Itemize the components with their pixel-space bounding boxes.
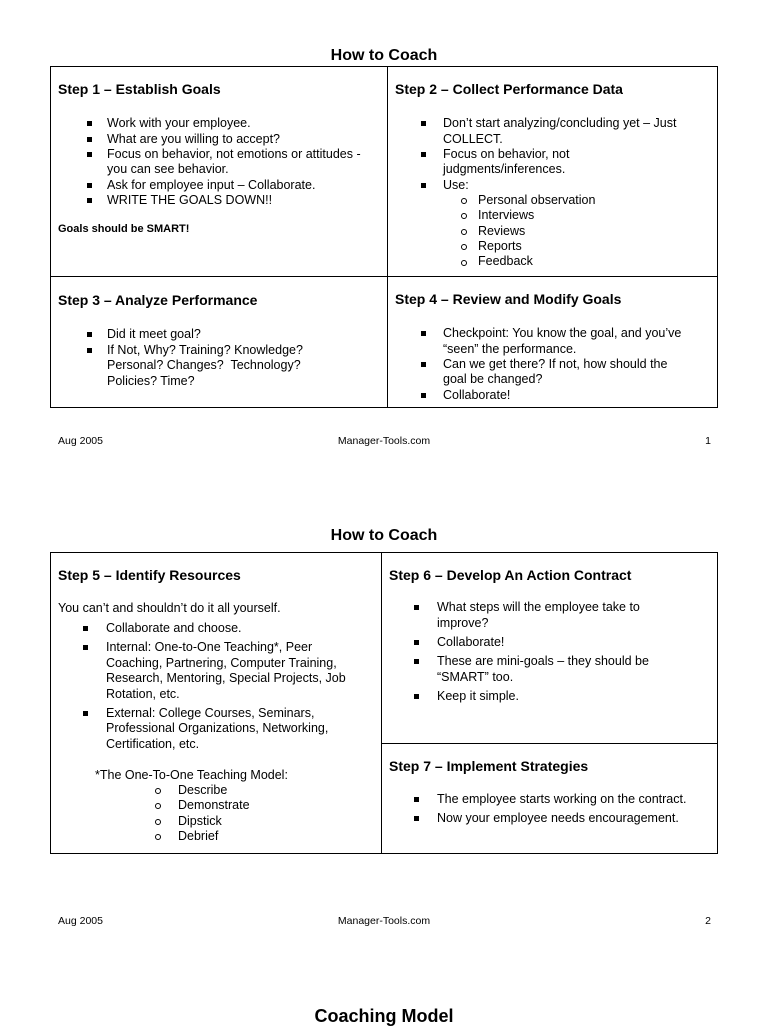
divider <box>387 67 388 407</box>
sub-item: Debrief <box>178 829 219 843</box>
list-item: External: College Courses, Seminars, <box>106 706 315 720</box>
list-item: you can see behavior. <box>107 162 229 176</box>
bullet <box>83 645 88 650</box>
list-item: Work with your employee. <box>107 116 251 130</box>
bullet <box>87 152 92 157</box>
list-item: improve? <box>437 616 489 630</box>
sub-item: Demonstrate <box>178 798 250 812</box>
list-item: What steps will the employee take to <box>437 600 640 614</box>
list-item: Collaborate! <box>443 388 511 402</box>
step-title: Step 5 – Identify Resources <box>58 567 241 583</box>
page-title: Coaching Model <box>314 1006 454 1026</box>
list-item: “seen” the performance. <box>443 342 577 356</box>
bullet <box>421 121 426 126</box>
bullet <box>414 640 419 645</box>
bullet <box>83 711 88 716</box>
intro-text: You can’t and shouldn’t do it all yourself. <box>58 601 281 615</box>
list-item: goal be changed? <box>443 372 543 386</box>
list-item: Can we get there? If not, how should the <box>443 357 668 371</box>
sub-item: Personal observation <box>478 193 596 207</box>
list-item: Did it meet goal? <box>107 327 201 341</box>
footer-page-number: 1 <box>705 435 711 447</box>
circle-bullet <box>155 803 161 809</box>
list-item: Ask for employee input – Collaborate. <box>107 178 316 192</box>
list-item: If Not, Why? Training? Knowledge? <box>107 343 303 357</box>
page-title: How to Coach <box>330 527 438 544</box>
circle-bullet <box>461 213 467 219</box>
list-item: Focus on behavior, not emotions or attitudes - <box>107 147 361 161</box>
circle-bullet <box>461 198 467 204</box>
page-title: How to Coach <box>330 47 438 64</box>
list-item: Coaching, Partnering, Computer Training, <box>106 656 337 670</box>
circle-bullet <box>461 229 467 235</box>
list-item: Certification, etc. <box>106 737 200 751</box>
footer-page-number: 2 <box>705 915 711 927</box>
goals-note: Goals should be SMART! <box>58 223 190 235</box>
bullet <box>421 152 426 157</box>
step-title: Step 6 – Develop An Action Contract <box>389 567 632 583</box>
list-item: Now your employee needs encouragement. <box>437 811 679 825</box>
bullet <box>421 331 426 336</box>
bullet <box>421 393 426 398</box>
divider <box>381 743 717 744</box>
list-item: Personal? Changes? Technology? <box>107 358 301 372</box>
bullet <box>414 694 419 699</box>
list-item: WRITE THE GOALS DOWN!! <box>107 193 273 207</box>
circle-bullet <box>461 260 467 266</box>
list-item: Collaborate and choose. <box>106 621 242 635</box>
list-item: Professional Organizations, Networking, <box>106 721 329 735</box>
sub-item: Reviews <box>478 224 526 238</box>
list-item: Policies? Time? <box>107 374 195 388</box>
sub-item: Feedback <box>478 254 533 268</box>
model-title: *The One-To-One Teaching Model: <box>95 768 288 782</box>
step-title: Step 4 – Review and Modify Goals <box>395 291 622 307</box>
divider <box>381 553 382 853</box>
list-item: Internal: One-to-One Teaching*, Peer <box>106 640 313 654</box>
list-item: These are mini-goals – they should be <box>437 654 649 668</box>
list-item: “SMART” too. <box>437 670 514 684</box>
circle-bullet <box>155 819 161 825</box>
step-title: Step 2 – Collect Performance Data <box>395 81 623 97</box>
bullet <box>83 626 88 631</box>
sub-item: Dipstick <box>178 814 222 828</box>
steps-grid <box>50 552 718 854</box>
sub-item: Reports <box>478 239 522 253</box>
list-item: Rotation, etc. <box>106 687 180 701</box>
bullet <box>87 137 92 142</box>
footer-site: Manager-Tools.com <box>337 435 431 447</box>
list-item: Don’t start analyzing/concluding yet – Just <box>443 116 677 130</box>
list-item: Keep it simple. <box>437 689 519 703</box>
step-title: Step 7 – Implement Strategies <box>389 758 589 774</box>
list-item: Research, Mentoring, Special Projects, Job <box>106 671 346 685</box>
bullet <box>87 348 92 353</box>
divider <box>51 276 717 277</box>
footer-date: Aug 2005 <box>58 435 103 447</box>
list-item: Collaborate! <box>437 635 505 649</box>
bullet <box>414 605 419 610</box>
list-item: Focus on behavior, not <box>443 147 570 161</box>
step-title: Step 3 – Analyze Performance <box>58 292 258 308</box>
bullet <box>414 659 419 664</box>
bullet <box>87 332 92 337</box>
bullet <box>421 362 426 367</box>
footer-date: Aug 2005 <box>58 915 103 927</box>
list-item: What are you willing to accept? <box>107 132 281 146</box>
bullet <box>414 816 419 821</box>
bullet <box>87 198 92 203</box>
bullet <box>87 183 92 188</box>
sub-item: Describe <box>178 783 228 797</box>
list-item: Use: <box>443 178 469 192</box>
step-title: Step 1 – Establish Goals <box>58 81 221 97</box>
footer-site: Manager-Tools.com <box>337 915 431 927</box>
circle-bullet <box>155 834 161 840</box>
circle-bullet <box>461 244 467 250</box>
list-item: judgments/inferences. <box>443 162 566 176</box>
bullet <box>414 797 419 802</box>
list-item: The employee starts working on the contract. <box>437 792 687 806</box>
list-item: Checkpoint: You know the goal, and you’ve <box>443 326 682 340</box>
bullet <box>87 121 92 126</box>
list-item: COLLECT. <box>443 132 503 146</box>
circle-bullet <box>155 788 161 794</box>
bullet <box>421 183 426 188</box>
sub-item: Interviews <box>478 208 535 222</box>
